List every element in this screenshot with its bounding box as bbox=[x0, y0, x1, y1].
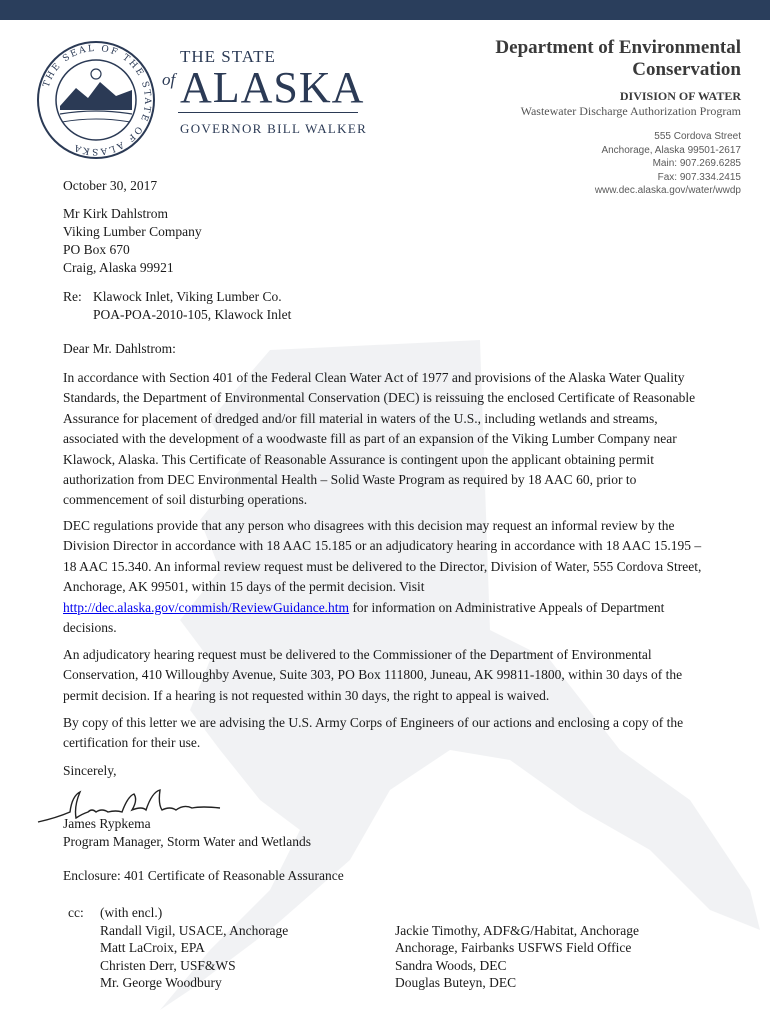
recipient-address bbox=[63, 205, 202, 277]
cc-recipient: Jackie Timothy, ADF&G/Habitat, Anchorage bbox=[395, 922, 639, 938]
re-subject-2: POA-POA-2010-105, Klawock Inlet bbox=[93, 307, 292, 322]
cc-recipient: Douglas Buteyn, DEC bbox=[395, 975, 517, 990]
recipient-line: Craig, Alaska 99921 bbox=[63, 260, 174, 275]
cc-label: cc: bbox=[68, 905, 84, 920]
cc-recipient: Sandra Woods, DEC bbox=[395, 957, 507, 973]
division-name: DIVISION OF WATER bbox=[619, 89, 741, 103]
main-phone: Main: 907.269.6285 bbox=[652, 158, 741, 169]
state-wordmark-alaska: ALASKA bbox=[180, 63, 365, 112]
cc-recipient: Randall Vigil, USACE, Anchorage bbox=[100, 922, 289, 938]
body-paragraph-1: In accordance with Section 401 of the Federal Clean Water Act of 1977 and provisions of the Alaska Water Quality Standards, the Department of Environmental Conservation (DEC) is reissuing the enclosed Certificate of Reasonable Assurance for placement of dredged and/or fill material in waters of the U.S., including wetlands and streams, associated with the development of a woodwaste fill as part of an expansion of the Viking Lumber Company near Klawock, Alaska. This Certificate of Reasonable Assurance is contingent upon the applicant obtaining permit authorization from DEC Environmental Health – Solid Waste Program as required by 18 AAC 60, prior to commencement of soil disturbing operations. bbox=[63, 370, 696, 508]
body-paragraph-3: An adjudicatory hearing request must be delivered to the Commissioner of the Department of Environmental Conservation, 410 Willoughby Avenue, Suite 303, PO Box 111800, Juneau, AK 99811-1800, within 30 days of the permit decision. If a hearing is not requested within 30 days, the right to appeal is waived. bbox=[63, 647, 683, 703]
governor-rule bbox=[178, 112, 358, 113]
program-name: Wastewater Discharge Authorization Program bbox=[520, 104, 741, 118]
paragraph-2-text-end: for information on Administrative Appeals of Department decisions. bbox=[63, 599, 665, 636]
address-line-2: Anchorage, Alaska 99501-2617 bbox=[601, 144, 741, 156]
body-paragraph-2 bbox=[63, 516, 708, 638]
address-line-1: 555 Cordova Street bbox=[654, 131, 741, 142]
paragraph-2-text: DEC regulations provide that any person who disagrees with this decision may request an informal review by the Division Director in accordance with 18 AAC 15.185 or an adjudicatory hearing in accordance with 18 AAC 15.195 – 18 AAC 15.340. An informal review request must be delivered to the Director, Division of Water, 555 Cordova Street, Anchorage, AK 99501, within 15 days of the permit decision. Visit bbox=[63, 518, 702, 595]
salutation: Dear Mr. Dahlstrom: bbox=[63, 341, 176, 356]
governor-name: GOVERNOR BILL WALKER bbox=[180, 121, 368, 136]
cc-recipient: Christen Derr, USF&WS bbox=[100, 957, 236, 973]
fax-number: Fax: 907.334.2415 bbox=[657, 171, 741, 183]
state-wordmark-of: of bbox=[162, 70, 176, 89]
cc-encl-note: (with encl.) bbox=[100, 905, 163, 920]
header-bar bbox=[0, 0, 770, 20]
re-line bbox=[63, 288, 291, 324]
re-subject-1: Klawock Inlet, Viking Lumber Co. bbox=[93, 289, 282, 304]
state-wordmark-the: THE STATE bbox=[180, 47, 276, 66]
recipient-line: Viking Lumber Company bbox=[63, 224, 202, 239]
recipient-line: PO Box 670 bbox=[63, 242, 130, 257]
review-guidance-link[interactable]: http://dec.alaska.gov/commish/ReviewGuidance.htm bbox=[63, 599, 350, 615]
body-paragraph-4: By copy of this letter we are advising the U.S. Army Corps of Engineers of our actions and enclosing a copy of the certification for their use. bbox=[63, 715, 684, 751]
website[interactable]: www.dec.alaska.gov/water/wwdp bbox=[594, 185, 741, 196]
recipient-line: Mr Kirk Dahlstrom bbox=[63, 206, 168, 221]
letter-date: October 30, 2017 bbox=[63, 178, 158, 193]
enclosure-line: Enclosure: 401 Certificate of Reasonable Assurance bbox=[63, 868, 344, 883]
signatory-title: Program Manager, Storm Water and Wetlands bbox=[63, 834, 311, 849]
cc-list-left bbox=[100, 904, 288, 992]
contact-block bbox=[595, 130, 741, 198]
cc-recipient: Matt LaCroix, EPA bbox=[100, 940, 205, 955]
signatory-name: James Rypkema bbox=[63, 816, 151, 831]
state-seal bbox=[36, 40, 156, 160]
department-name bbox=[495, 37, 741, 81]
cc-recipient: Mr. George Woodbury bbox=[100, 975, 222, 990]
department-line-1: Department of Environmental bbox=[495, 37, 741, 58]
closing: Sincerely, bbox=[63, 763, 117, 778]
cc-recipient: Anchorage, Fairbanks USFWS Field Office bbox=[395, 940, 632, 955]
department-line-2: Conservation bbox=[632, 59, 741, 80]
svg-text:THE SEAL OF THE STATE OF ALASK: THE SEAL OF THE STATE OF ALASKA bbox=[41, 43, 153, 157]
re-label: Re: bbox=[63, 289, 82, 304]
cc-list-right bbox=[395, 922, 639, 992]
